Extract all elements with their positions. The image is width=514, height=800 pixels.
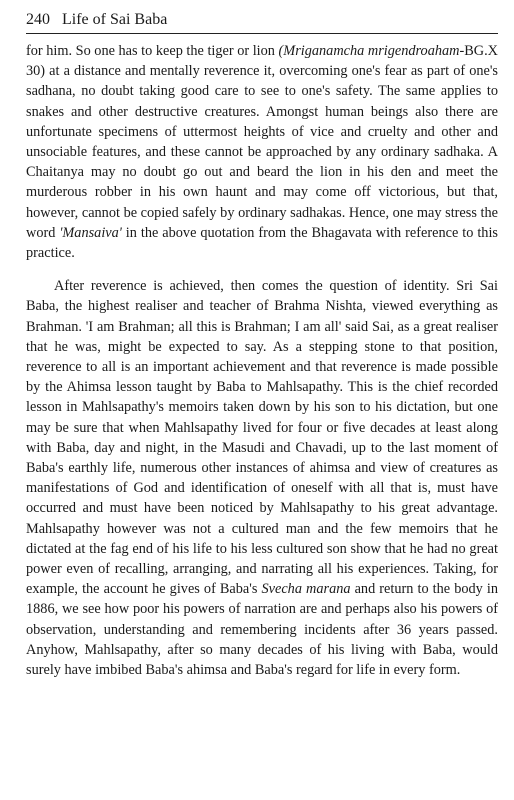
paragraph-1-italic-sanskrit: (Mriganamcha mrigendroaham (278, 43, 460, 59)
paragraph-2 (26, 276, 498, 680)
paragraph-1-italic-mansaiva: 'Mansaiva' (59, 224, 122, 241)
paragraph-1-text-c: in the above quotation from the Bhagavata with reference to this practice. (26, 224, 498, 262)
running-title: Life of Sai Baba (62, 11, 168, 28)
paragraph-2-italic-svecha-marana: Svecha marana (261, 581, 351, 598)
body-text (26, 41, 498, 680)
paragraph-2-text-a: After reverence is achieved, then comes the question of identity. Sri Sai Baba, the highest realiser and teacher of Brahma Nishta, viewed everything as Brahman. 'I am Brahman; all this is Brahman; I am all' said Sai, as a great realiser that he was, might be expected to say. As a stepping stone to that position, reverence to all is an important achievement and that reverence is made possible by the Ahimsa lesson taught by Baba to Mahlsapathy. This is the chief recorded lesson in Mahlsapathy's memoirs taken down by his son to his dictation, but one may be sure that when Mahlsapathy lived for four or five decades at least along with Baba, day and night, in the Masudi and Chavadi, up to the last moment of Baba's earthly life, numerous other instances of ahimsa and view of creatures as manifestations of God and identification of oneself with all that is, must have occurred and must have been noticed by Mahlsapathy to his great advantage. Mahlsapathy however was not a cultured man and the few memoirs that he dictated at the fag end of his life to his less cultured son show that he had no great power even of recalling, arranging, and narrating all his experiences. Taking, for example, the account he gives of Baba's (26, 278, 498, 598)
paragraph-1-text-b: -BG.X 30) at a distance and mentally reverence it, overcoming one's fear as part of one's sadhana, no doubt taking good care to see to one's safety. The same applies to snakes and other destructive creatures. Amongst human beings also there are unfortunate specimens of uttermost heights of vice and cruelty and other and unsociable features, and these cannot be approached by any ordinary sadhaka. A Chaitanya may no doubt go out and beard the lion in his den and meet the murderous robber in his own haunt and may come off victorious, but that, however, cannot be copied safely by ordinary sadhakas. Hence, one may stress the word (26, 43, 499, 241)
header-rule (26, 33, 498, 34)
paragraph-1-text-a: for him. So one has to keep the tiger or lion (26, 43, 279, 59)
paragraph-1 (26, 41, 498, 263)
paragraph-gap (26, 263, 498, 276)
running-header (26, 10, 498, 30)
paragraph-2-text-b: and return to the body in 1886, we see how poor his powers of narration are and perhaps also his powers of observation, understanding and remembering incidents after 36 years passed. Anyhow, Mahlsapathy, after so many decades of his living with Baba, would surely have imbibed Baba's ahimsa and Baba's regard for life in every form. (26, 581, 498, 679)
page-number: 240 (26, 11, 50, 28)
